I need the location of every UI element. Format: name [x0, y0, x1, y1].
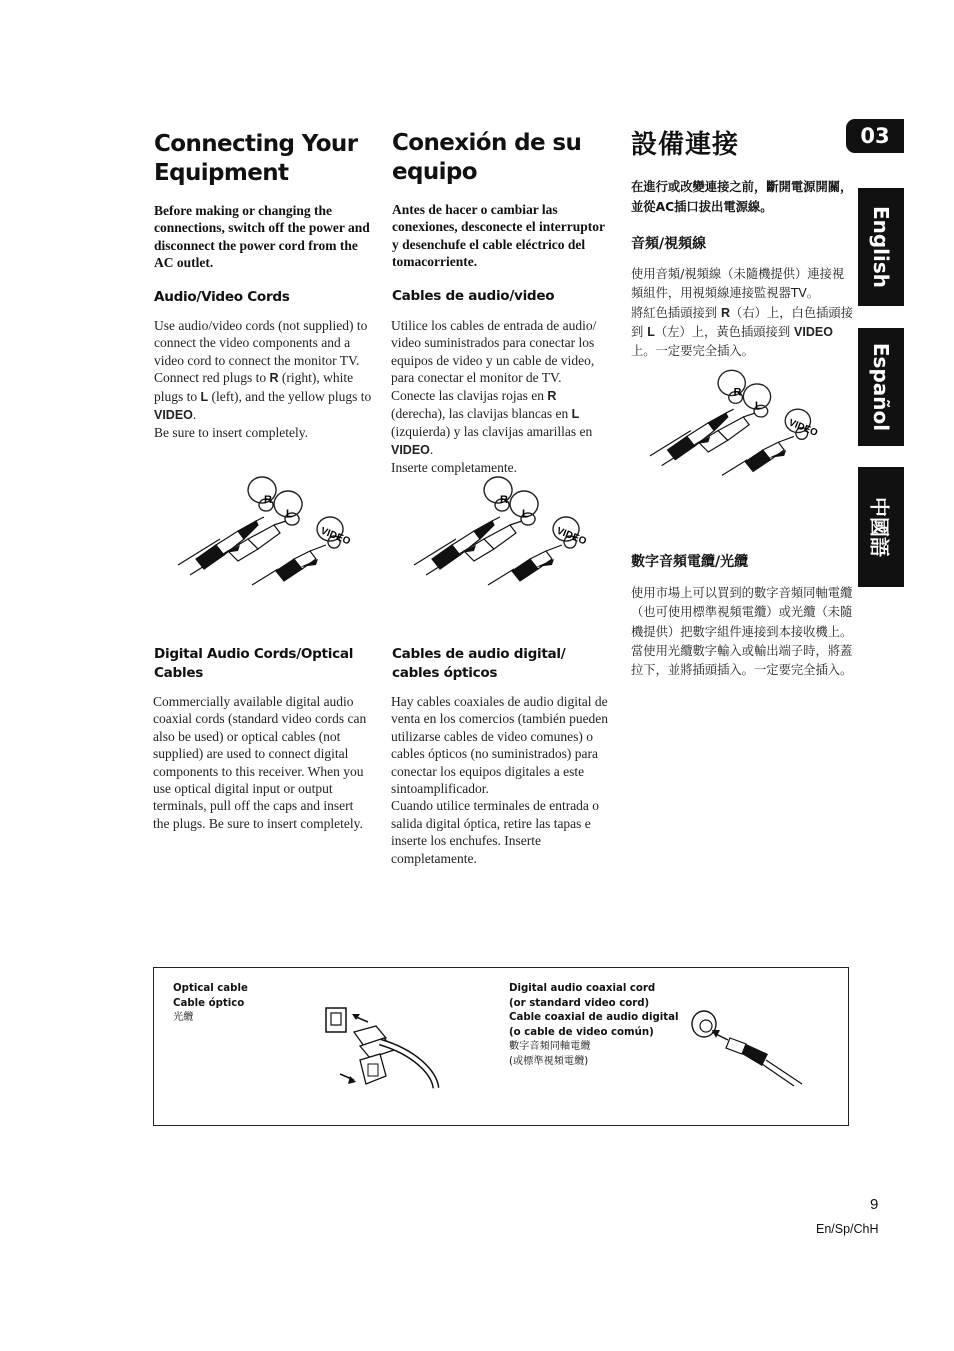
diagram-label-video: VIDEO — [786, 417, 820, 439]
coaxial-cord-es-2: (o cable de video común) — [509, 1026, 654, 1038]
coaxial-cord-zh-1: 數字音頻同軸電纜 — [509, 1041, 591, 1053]
chinese-title: 設備連接 — [631, 130, 740, 160]
chinese-intro: 在進行或改變連接之前，斷開電源開關，並從AC插口拔出電源線。 — [631, 180, 853, 214]
optical-cable-es: Cable óptico — [173, 997, 245, 1009]
spanish-digital-p2: Cuando utilice terminales de entrada o salida digital óptica, retire las tapas e inserte los enchufes. Inserte completamente. — [391, 798, 600, 866]
diagram-label-l: L — [522, 508, 529, 520]
spanish-av-p3: Inserte completamente. — [391, 460, 517, 476]
diagram-label-l: L — [286, 508, 293, 520]
spanish-title-line2: equipo — [392, 159, 477, 185]
spanish-title — [392, 129, 612, 187]
chinese-digital-heading: 數字音頻電纜/光纜 — [631, 554, 749, 570]
chapter-tab: 03 — [846, 119, 904, 153]
optical-cable-labels — [173, 982, 313, 1026]
spanish-digital-heading: Cables de audio digital/ cables ópticos — [392, 646, 566, 681]
diagram-label-video: VIDEO — [318, 525, 352, 548]
coaxial-cord-labels — [509, 982, 689, 1070]
chinese-digital-p1: 使用市場上可以買到的數字音頻同軸電纜（也可使用標準視頻電纜）或光纜（未隨機提供）把數字組件連接到本接收機上。 — [631, 586, 853, 639]
chinese-av-heading: 音頻/視頻線 — [631, 236, 707, 252]
spanish-digital-p1: Hay cables coaxiales de audio digital de venta en los comercios (también pueden utilizarse cables de video comunes) o cables ópticos (no suministrados) para conectar los equipos digitales a este sintoamplificador. — [391, 694, 609, 797]
coaxial-cord-en-1: Digital audio coaxial cord — [509, 983, 656, 994]
english-av-p3: Be sure to insert completely. — [154, 425, 308, 441]
optical-cable-en: Optical cable — [173, 983, 248, 994]
av-diagram-chinese — [640, 380, 835, 487]
coaxial-cord-es-1: Cable coaxial de audio digital — [509, 1012, 679, 1024]
av-diagram-spanish — [404, 487, 604, 597]
coaxial-cord-illustration — [690, 1008, 810, 1088]
spanish-av-p2: Conecte las clavijas rojas en R (derecha), las clavijas blancas en L (izquierda) y las clavijas amarillas en VIDEO. — [391, 387, 593, 457]
spanish-title-line1: Conexión de su — [392, 130, 582, 156]
english-intro: Before making or changing the connections, switch off the power and disconnect the power cord from the AC outlet. — [154, 203, 370, 270]
language-tab-english: English — [858, 188, 904, 306]
diagram-label-r: R — [264, 494, 272, 506]
chinese-av-body — [631, 265, 853, 361]
chinese-digital-body — [631, 584, 853, 680]
language-tab-espanol: Español — [858, 328, 904, 446]
page-number: 9 — [870, 1196, 879, 1213]
english-av-p1: Use audio/video cords (not supplied) to connect the video components and a video cord to connect the monitor TV. — [154, 318, 368, 368]
english-av-body — [154, 317, 374, 442]
coaxial-cord-en-2: (or standard video cord) — [509, 997, 650, 1009]
english-av-p2: Connect red plugs to R (right), white plugs to L (left), and the yellow plugs to VIDEO. — [154, 370, 372, 423]
diagram-label-r: R — [500, 494, 508, 506]
chinese-av-p2: 將紅色插頭接到 R（右）上，白色插頭接到 L（左）上，黃色插頭接到 VIDEO上。一定要完全插入。 — [631, 305, 854, 359]
diagram-label-l: L — [755, 400, 762, 413]
av-diagram-english — [168, 487, 368, 597]
chinese-digital-p2: 當使用光纜數字輸入或輸出端子時，將蓋拉下，並將插頭插入。一定要完全插入。 — [631, 643, 853, 678]
english-title-line2: Equipment — [154, 160, 289, 186]
spanish-av-p1: Utilice los cables de entrada de audio/ video suministrados para conectar los equipos de video y un cable de video, para conectar el monitor de TV. — [391, 318, 597, 386]
diagram-label-video: VIDEO — [554, 525, 588, 548]
english-title — [154, 130, 374, 188]
spanish-intro: Antes de hacer o cambiar las conexiones, desconecte el interruptor y desenchufe el cable eléctrico del tomacorriente. — [392, 202, 605, 269]
chinese-av-p1: 使用音頻/視頻線（未隨機提供）連接視頻組件，用視頻線連接監視器TV。 — [631, 267, 845, 301]
english-av-heading: Audio/Video Cords — [154, 289, 290, 305]
language-tab-chinese: 中國語 — [858, 467, 904, 587]
english-title-line1: Connecting Your — [154, 131, 358, 157]
spanish-av-body — [391, 317, 611, 477]
optical-cable-illustration — [324, 1002, 464, 1092]
language-code: En/Sp/ChH — [816, 1222, 879, 1236]
english-digital-heading: Digital Audio Cords/Optical Cables — [154, 646, 354, 681]
coaxial-cord-zh-2: (或標準視頻電纜) — [509, 1055, 589, 1067]
spanish-digital-body — [391, 693, 611, 867]
spanish-av-heading: Cables de audio/video — [392, 288, 555, 304]
optical-cable-zh: 光纜 — [173, 1012, 194, 1024]
cable-types-box — [153, 967, 849, 1126]
english-digital-body: Commercially available digital audio coaxial cords (standard video cords can also be used) or optical cables (not supplied) are used to connect digital components to this receiver. When you use optical digital input or output terminals, pull off the caps and insert the plugs. Be sure to insert completely. — [153, 694, 367, 831]
diagram-label-r: R — [733, 386, 742, 399]
